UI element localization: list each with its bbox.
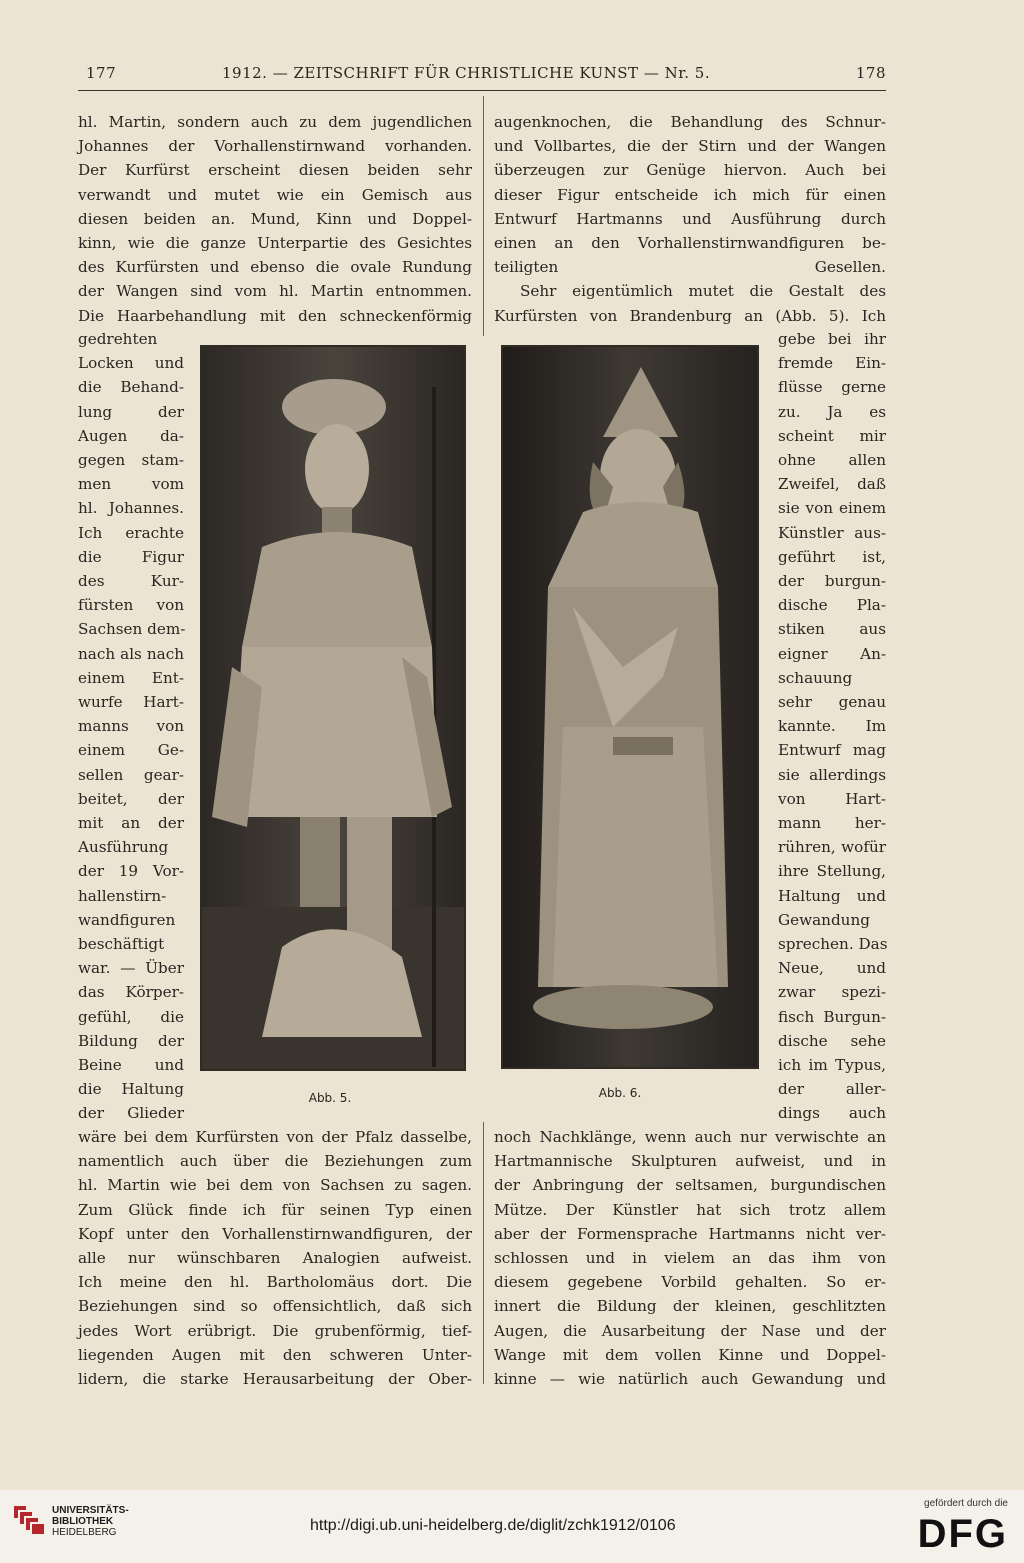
- text-line: mit an der: [78, 814, 184, 832]
- text-line: hl. Johannes.: [78, 499, 184, 518]
- text-line: beitet, der: [78, 789, 184, 808]
- text-line: war. — Über: [78, 959, 184, 978]
- text-line: Hartmannische Skulpturen aufweist, und in: [494, 1152, 886, 1171]
- text-line: sehr genau: [778, 693, 886, 711]
- text-line: teiligten Gesellen.: [494, 258, 886, 277]
- text-line: einem Ent-: [78, 668, 184, 687]
- text-line: ohne allen: [778, 451, 886, 469]
- text-line: augenknochen, die Behandlung des Schnur-: [494, 113, 886, 131]
- text-line: nach als nach: [78, 644, 184, 663]
- text-line: jedes Wort erübrigt. Die grubenförmig, tief-: [78, 1321, 472, 1340]
- text-line: Zum Glück finde ich für seinen Typ einen: [78, 1200, 472, 1219]
- text-line: ich im Typus,: [778, 1056, 886, 1074]
- figure-abb5-photo: [200, 345, 466, 1071]
- text-line: gefühl, die: [78, 1007, 184, 1026]
- text-line: Ich erachte: [78, 523, 184, 542]
- text-line: flüsse gerne: [778, 378, 886, 397]
- text-line: namentlich auch über die Beziehungen zum: [78, 1152, 472, 1171]
- text-line: der Glieder: [78, 1104, 184, 1123]
- text-line: der burgun-: [778, 572, 886, 590]
- text-line: Locken und: [78, 354, 184, 373]
- text-line: Sachsen dem-: [78, 620, 186, 639]
- text-line: fremde Ein-: [778, 354, 886, 373]
- text-line: men vom: [78, 475, 184, 494]
- text-line: Wange mit dem vollen Kinne und Doppel-: [494, 1345, 886, 1364]
- text-line: alle nur wünschbaren Analogien aufweist.: [78, 1249, 472, 1267]
- text-line: kannte. Im: [778, 717, 886, 736]
- text-line: Beziehungen sind so offensichtlich, daß sich: [78, 1297, 472, 1316]
- column-rule-top: [483, 96, 484, 336]
- text-line: fisch Burgun-: [778, 1007, 886, 1026]
- text-line: die Figur: [78, 547, 184, 566]
- text-line: sie von einem: [778, 499, 886, 518]
- text-line: des Kur-: [78, 572, 184, 590]
- text-line: die Haltung: [78, 1080, 184, 1099]
- text-line: Die Haarbehandlung mit den schneckenförmig: [78, 306, 472, 325]
- text-line: und Vollbartes, die der Stirn und der Wangen: [494, 137, 886, 156]
- text-line: Haltung und: [778, 886, 886, 905]
- digitization-footer: [0, 1490, 1024, 1563]
- permalink-url[interactable]: http://digi.ub.uni-heidelberg.de/diglit/zchk1912/0106: [310, 1517, 676, 1534]
- library-line-3: HEIDELBERG: [52, 1527, 117, 1538]
- text-line: zwar spezi-: [778, 983, 886, 1002]
- text-line: stiken aus: [778, 620, 886, 639]
- university-library-logo-icon: [12, 1502, 46, 1536]
- library-line-2: BIBLIOTHEK: [52, 1516, 114, 1527]
- text-line: dische sehe: [778, 1031, 886, 1050]
- text-line: des Kurfürsten und ebenso die ovale Rundung: [78, 258, 472, 277]
- text-line: dieser Figur entscheide ich mich für einen: [494, 185, 886, 204]
- text-line: Neue, und: [778, 959, 886, 978]
- funded-by-label: gefördert durch die: [924, 1498, 1008, 1509]
- journal-title: 1912. — ZEITSCHRIFT FÜR CHRISTLICHE KUNST — Nr. 5.: [222, 64, 711, 82]
- text-line: Kopf unter den Vorhallenstirnwandfiguren, der: [78, 1224, 472, 1243]
- text-line: Sehr eigentümlich mutet die Gestalt des: [520, 282, 886, 301]
- page-number-right: 178: [855, 64, 886, 82]
- text-line: mann her-: [778, 814, 886, 832]
- text-line: Beine und: [78, 1056, 184, 1074]
- text-line: diesem gegebene Vorbild gehalten. So er-: [494, 1273, 886, 1292]
- text-line: schauung: [778, 668, 853, 687]
- text-line: die Behand-: [78, 378, 184, 397]
- text-line: sellen gear-: [78, 765, 184, 784]
- text-line: das Körper-: [78, 983, 184, 1002]
- text-line: kinn, wie die ganze Unterpartie des Gesichtes: [78, 234, 472, 252]
- text-line: der aller-: [778, 1080, 886, 1099]
- text-line: wandfiguren: [78, 910, 176, 929]
- text-line: gegen stam-: [78, 451, 184, 469]
- dfg-logo: DFG: [917, 1512, 1008, 1556]
- text-line: scheint mir: [778, 426, 886, 445]
- text-line: hallenstirn-: [78, 886, 167, 905]
- text-line: dings auch: [778, 1104, 886, 1123]
- text-line: Künstler aus-: [778, 523, 886, 542]
- text-line: der Wangen sind vom hl. Martin entnommen.: [78, 282, 472, 301]
- text-line: aber der Formensprache Hartmanns nicht ver-: [494, 1224, 886, 1243]
- text-line: der Anbringung der seltsamen, burgundischen: [494, 1176, 886, 1195]
- text-line: gedrehten: [78, 330, 158, 348]
- text-line: gebe bei ihr: [778, 330, 886, 348]
- text-line: geführt ist,: [778, 547, 886, 566]
- text-line: Mütze. Der Künstler hat sich trotz allem: [494, 1200, 886, 1219]
- text-line: lung der: [78, 402, 184, 421]
- text-line: Ausführung: [78, 838, 169, 857]
- text-line: Entwurf Hartmanns und Ausführung durch: [494, 209, 886, 228]
- text-line: einen an den Vorhallenstirnwandfiguren be-: [494, 234, 886, 252]
- library-line-1: UNIVERSITÄTS-: [52, 1505, 129, 1516]
- library-name: [52, 1505, 129, 1538]
- text-line: ihre Stellung,: [778, 862, 886, 881]
- text-line: sie allerdings: [778, 765, 886, 784]
- text-line: wäre bei dem Kurfürsten von der Pfalz dasselbe,: [78, 1128, 472, 1146]
- text-line: manns von: [78, 717, 184, 736]
- text-line: Ich meine den hl. Bartholomäus dort. Die: [78, 1273, 472, 1292]
- text-line: kinne — wie natürlich auch Gewandung und: [494, 1370, 886, 1388]
- column-rule-bottom: [483, 1122, 484, 1384]
- page-number-left: 177: [86, 64, 117, 82]
- text-line: dische Pla-: [778, 596, 886, 615]
- text-line: Gewandung: [778, 910, 870, 929]
- text-line: rühren, wofür: [778, 838, 886, 857]
- text-line: Zweifel, daß: [778, 475, 886, 494]
- figure-abb6-caption: Abb. 6.: [598, 1086, 642, 1100]
- text-line: überzeugen zur Genüge hiervon. Auch bei: [494, 161, 886, 180]
- text-line: lidern, die starke Herausarbeitung der Ober-: [78, 1370, 472, 1388]
- text-line: Bildung der: [78, 1031, 184, 1050]
- text-line: Augen da-: [78, 426, 184, 445]
- text-line: Augen, die Ausarbeitung der Nase und der: [494, 1321, 886, 1340]
- text-line: Der Kurfürst erscheint diesen beiden sehr: [78, 161, 472, 180]
- figure-abb6-photo: [501, 345, 759, 1069]
- text-line: eigner An-: [778, 644, 886, 663]
- text-line: diesen beiden an. Mund, Kinn und Doppel-: [78, 209, 472, 228]
- text-line: wurfe Hart-: [78, 693, 184, 711]
- text-line: verwandt und mutet wie ein Gemisch aus: [78, 185, 472, 204]
- header-rule: [78, 90, 886, 91]
- text-line: beschäftigt: [78, 935, 165, 953]
- text-line: Johannes der Vorhallenstirnwand vorhanden.: [78, 137, 472, 156]
- text-line: hl. Martin wie bei dem von Sachsen zu sagen.: [78, 1176, 472, 1195]
- text-line: Kurfürsten von Brandenburg an (Abb. 5). Ich: [494, 306, 886, 325]
- text-line: von Hart-: [778, 789, 886, 808]
- figure-abb5-caption: Abb. 5.: [308, 1091, 352, 1105]
- text-line: sprechen. Das: [778, 935, 888, 953]
- text-line: schlossen und in vielem an das ihm von: [494, 1249, 886, 1267]
- text-line: fürsten von: [78, 596, 184, 615]
- text-line: noch Nachklänge, wenn auch nur verwischte an: [494, 1128, 886, 1146]
- text-line: der 19 Vor-: [78, 862, 184, 881]
- text-line: innert die Bildung der kleinen, geschlitzten: [494, 1297, 886, 1316]
- text-line: Entwurf mag: [778, 741, 886, 760]
- text-line: liegenden Augen mit den schweren Unter-: [78, 1345, 472, 1364]
- text-line: hl. Martin, sondern auch zu dem jugendlichen: [78, 113, 472, 131]
- text-line: zu. Ja es: [778, 402, 886, 421]
- text-line: einem Ge-: [78, 741, 184, 760]
